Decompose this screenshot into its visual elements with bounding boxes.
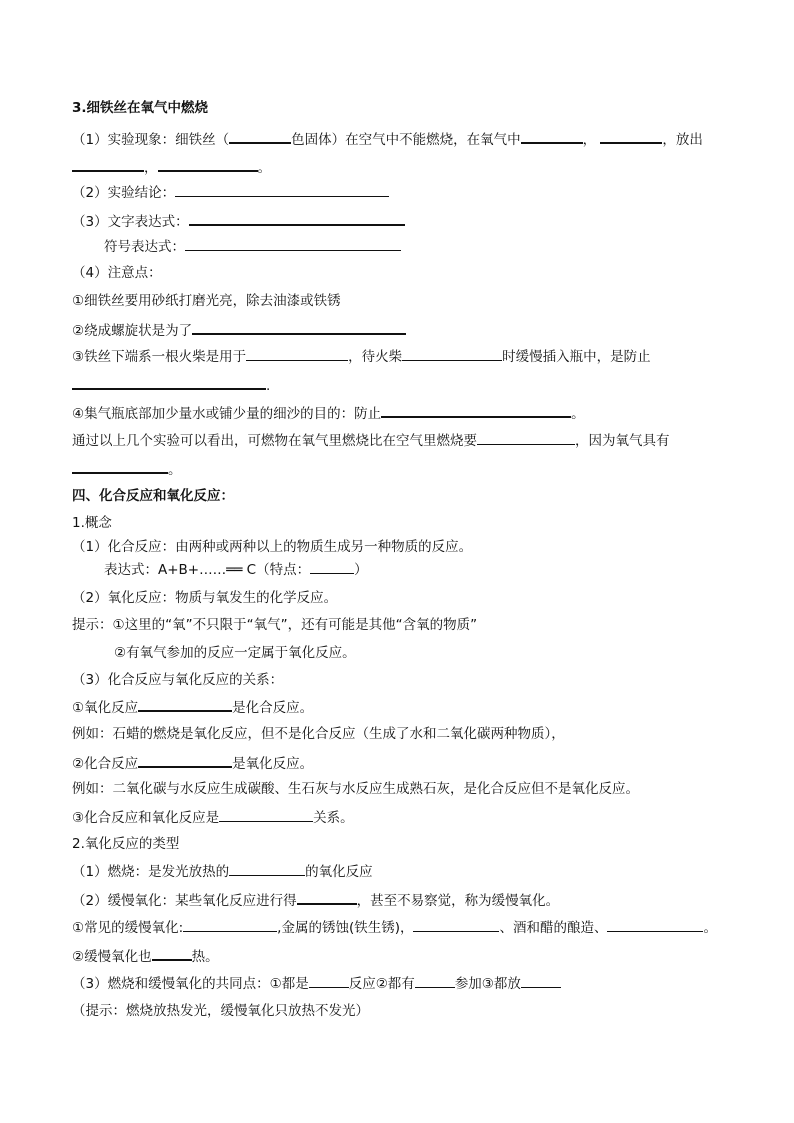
combustion-line bbox=[72, 861, 724, 882]
text: 。 bbox=[168, 462, 182, 478]
text: ③化合反应和氧化反应是 bbox=[72, 810, 220, 826]
word-equation-line bbox=[72, 210, 724, 232]
text: ④集气瓶底部加少量水或铺少量的细沙的目的：防止 bbox=[72, 406, 382, 422]
slow-oxidation-examples bbox=[72, 917, 724, 938]
blank-release-2[interactable] bbox=[158, 156, 258, 172]
relation-1 bbox=[72, 696, 724, 718]
blank-common-2[interactable] bbox=[415, 973, 455, 988]
relation-heading: （3）化合反应与氧化反应的关系： bbox=[72, 672, 284, 688]
blank-more-intense[interactable] bbox=[477, 430, 575, 445]
phenomenon-line-2 bbox=[72, 156, 724, 178]
text: ①常见的缓慢氧化: bbox=[72, 920, 184, 936]
notes-heading: （4）注意点： bbox=[72, 265, 162, 281]
note-4 bbox=[72, 402, 724, 424]
text: ，因为氧气具有 bbox=[575, 433, 670, 449]
text: （2）实验结论： bbox=[72, 185, 176, 201]
text: ,金属的锈蚀(铁生锈)， bbox=[277, 920, 414, 936]
text: 通过以上几个实验可以看出，可燃物在氧气里燃烧比在空气里燃烧要 bbox=[72, 433, 477, 449]
symbol-equation-line bbox=[104, 236, 724, 257]
blank-common-1[interactable] bbox=[309, 973, 349, 988]
text: ，放出 bbox=[662, 132, 703, 148]
example-1: 例如：石蜡的燃烧是氧化反应，但不是化合反应（生成了水和二氧化碳两种物质）， bbox=[72, 726, 565, 742]
note-3-cont bbox=[72, 374, 724, 396]
text: ，待火柴 bbox=[348, 349, 403, 365]
blank-feature[interactable] bbox=[310, 559, 354, 574]
text: 符号表达式： bbox=[104, 239, 185, 255]
text: 热。 bbox=[191, 949, 219, 965]
text: ②缓慢氧化也 bbox=[72, 949, 152, 965]
text: ， bbox=[582, 132, 597, 148]
text: 色固体）在空气中不能燃烧，在氧气中 bbox=[291, 132, 521, 148]
text: ，甚至不易察觉，称为缓慢氧化。 bbox=[356, 893, 560, 909]
blank-common-3[interactable] bbox=[521, 973, 561, 988]
blank-oxygen-property[interactable] bbox=[72, 458, 168, 474]
section-title-reactions: 四、化合反应和氧化反应： bbox=[72, 488, 234, 504]
text: （3）燃烧和缓慢氧化的共同点：①都是 bbox=[72, 976, 309, 992]
text: 是氧化反应。 bbox=[232, 756, 314, 772]
text: ②化合反应 bbox=[72, 756, 139, 772]
final-hint: （提示：燃烧放热发光，缓慢氧化只放热不发光） bbox=[72, 1003, 369, 1019]
concept-heading: 1.概念 bbox=[72, 515, 112, 531]
text: 表达式：A+B+……══ C（特点： bbox=[104, 562, 311, 578]
blank-combustion[interactable] bbox=[229, 861, 305, 876]
text: 。 bbox=[571, 406, 585, 422]
summary-line-2 bbox=[72, 458, 724, 480]
text: . bbox=[266, 378, 271, 394]
hint-1: 提示：①这里的“氧”不只限于“氧气”，还有可能是其他“含氧的物质” bbox=[72, 617, 478, 633]
text: 。 bbox=[257, 160, 271, 176]
types-heading: 2.氧化反应的类型 bbox=[72, 836, 180, 852]
text: （2）缓慢氧化：某些氧化反应进行得 bbox=[72, 893, 297, 909]
phenomenon-line bbox=[72, 128, 724, 150]
blank-relation-2[interactable] bbox=[138, 752, 232, 768]
slow-oxidation-line bbox=[72, 889, 724, 911]
blank-spiral-purpose[interactable] bbox=[192, 319, 406, 335]
blank-phenomenon-1[interactable] bbox=[521, 128, 583, 144]
blank-match-use[interactable] bbox=[246, 346, 348, 361]
text: 、酒和醋的酿造、 bbox=[499, 920, 608, 936]
expression-line bbox=[104, 559, 724, 580]
text: ） bbox=[354, 562, 368, 578]
section-title-iron-wire: 3.细铁丝在氧气中燃烧 bbox=[72, 100, 209, 116]
text: ②绕成螺旋状是为了 bbox=[72, 323, 193, 339]
common-points-line bbox=[72, 973, 724, 994]
text: ①氧化反应 bbox=[72, 700, 139, 716]
blank-example-3[interactable] bbox=[607, 917, 703, 932]
hint-2: ②有氧气参加的反应一定属于氧化反应。 bbox=[114, 645, 356, 661]
example-2: 例如：二氧化碳与水反应生成碳酸、生石灰与水反应生成熟石灰，是化合反应但不是氧化反应。 bbox=[72, 781, 639, 797]
blank-relation-3[interactable] bbox=[219, 807, 313, 822]
text: ， bbox=[144, 160, 158, 176]
text: （1）实验现象：细铁丝（ bbox=[72, 132, 230, 148]
blank-phenomenon-2[interactable] bbox=[600, 128, 662, 144]
note-1: ①细铁丝要用砂纸打磨光亮，除去油漆或铁锈 bbox=[72, 293, 341, 309]
blank-slow-rate[interactable] bbox=[297, 889, 357, 905]
blank-example-2[interactable] bbox=[413, 917, 499, 932]
text: （1）燃烧：是发光放热的 bbox=[72, 864, 230, 880]
summary-line bbox=[72, 430, 724, 451]
blank-word-equation[interactable] bbox=[189, 210, 405, 226]
text: ③铁丝下端系一根火柴是用于 bbox=[72, 349, 247, 365]
blank-color[interactable] bbox=[229, 128, 291, 144]
note-3 bbox=[72, 346, 724, 367]
blank-conclusion[interactable] bbox=[175, 182, 389, 197]
text: 的氧化反应 bbox=[305, 864, 373, 880]
text: 反应②都有 bbox=[348, 976, 415, 992]
text: 是化合反应。 bbox=[232, 700, 314, 716]
blank-release-1[interactable] bbox=[72, 156, 144, 172]
text: 时缓慢插入瓶中，是防止 bbox=[502, 349, 651, 365]
text: （3）文字表达式： bbox=[72, 214, 189, 230]
slow-oxidation-heat bbox=[72, 945, 724, 967]
oxidation-definition: （2）氧化反应：物质与氧发生的化学反应。 bbox=[72, 590, 338, 606]
text: 关系。 bbox=[313, 810, 354, 826]
blank-symbol-equation[interactable] bbox=[185, 236, 401, 251]
blank-heat[interactable] bbox=[152, 945, 192, 961]
blank-example-1[interactable] bbox=[183, 917, 277, 932]
blank-match-when[interactable] bbox=[402, 346, 502, 361]
blank-relation-1[interactable] bbox=[138, 696, 232, 712]
blank-bottle-purpose[interactable] bbox=[381, 402, 571, 418]
text: 。 bbox=[703, 920, 717, 936]
relation-2 bbox=[72, 752, 724, 774]
note-2 bbox=[72, 319, 724, 341]
relation-3 bbox=[72, 807, 724, 828]
combination-definition: （1）化合反应：由两种或两种以上的物质生成另一种物质的反应。 bbox=[72, 539, 473, 555]
blank-prevent[interactable] bbox=[72, 374, 266, 390]
conclusion-line bbox=[72, 182, 724, 203]
text: 参加③都放 bbox=[454, 976, 521, 992]
